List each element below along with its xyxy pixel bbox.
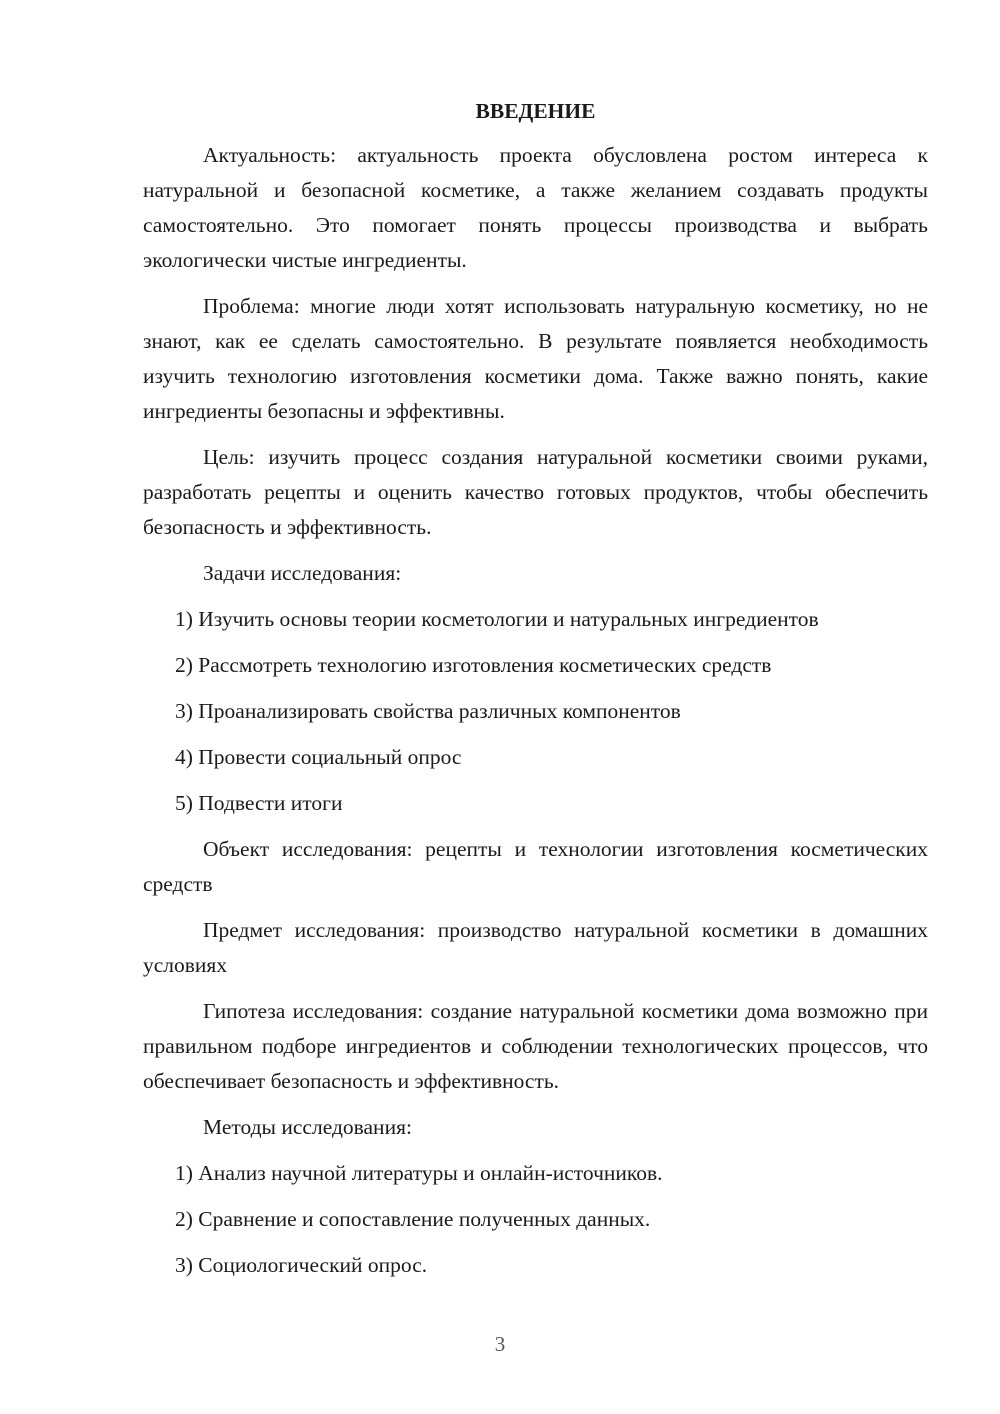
relevance-paragraph: Актуальность: актуальность проекта обусловлена ростом интереса к натуральной и безопасной косметике, а также желанием создавать продукты самостоятельно. Это помогает понять процессы производства и выбрать экологически чистые ингредиенты. bbox=[143, 143, 928, 272]
subject-paragraph: Предмет исследования: производство натуральной косметики в домашних условиях bbox=[143, 918, 928, 977]
method-item: 3) Социологический опрос. bbox=[175, 1253, 428, 1277]
task-item: 3) Проанализировать свойства различных компонентов bbox=[175, 699, 681, 723]
object-paragraph: Объект исследования: рецепты и технологии изготовления косметических средств bbox=[143, 837, 928, 896]
goal-paragraph: Цель: изучить процесс создания натуральной косметики своими руками, разработать рецепты и оценить качество готовых продуктов, чтобы обеспечить безопасность и эффективность. bbox=[143, 445, 928, 539]
document-title: ВВЕДЕНИЕ bbox=[475, 99, 596, 123]
methods-heading: Методы исследования: bbox=[203, 1115, 412, 1139]
task-item: 2) Рассмотреть технологию изготовления косметических средств bbox=[175, 653, 772, 677]
method-item: 1) Анализ научной литературы и онлайн-источников. bbox=[175, 1161, 663, 1185]
hypothesis-paragraph: Гипотеза исследования: создание натуральной косметики дома возможно при правильном подборе ингредиентов и соблюдении технологических процессов, что обеспечивает безопасность и эффективность. bbox=[143, 999, 928, 1093]
problem-paragraph: Проблема: многие люди хотят использовать натуральную косметику, но не знают, как ее сделать самостоятельно. В результате появляется необходимость изучить технологию изготовления косметики дома. Также важно понять, какие ингредиенты безопасны и эффективны. bbox=[143, 294, 928, 423]
task-item: 4) Провести социальный опрос bbox=[175, 745, 462, 769]
tasks-heading: Задачи исследования: bbox=[203, 561, 402, 585]
task-item: 5) Подвести итоги bbox=[175, 791, 343, 815]
page-number: 3 bbox=[494, 1332, 506, 1356]
tasks-list bbox=[143, 602, 928, 821]
task-item: 1) Изучить основы теории косметологии и натуральных ингредиентов bbox=[175, 607, 819, 631]
methods-list bbox=[143, 1156, 928, 1283]
document-page bbox=[143, 96, 928, 1294]
method-item: 2) Сравнение и сопоставление полученных данных. bbox=[175, 1207, 651, 1231]
